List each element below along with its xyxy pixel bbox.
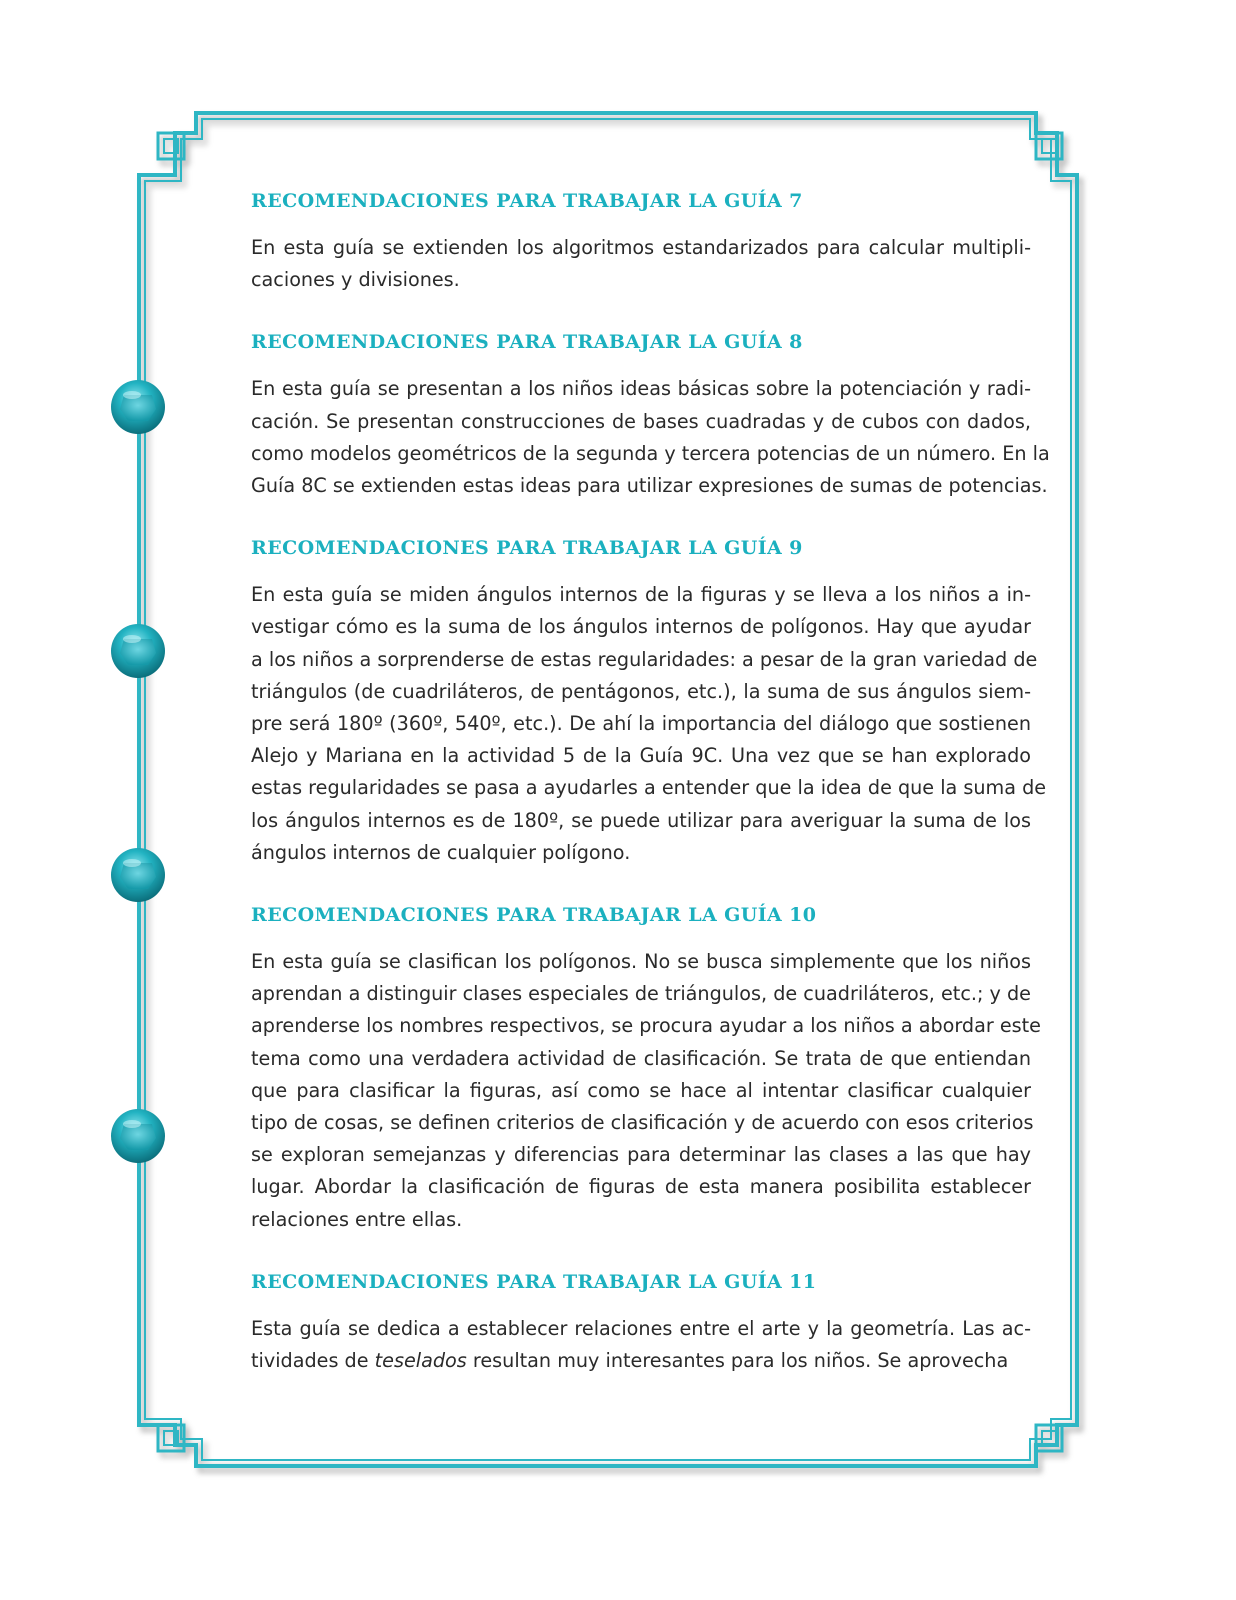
text-line: ángulos internos de cualquier polígono. [251, 840, 631, 864]
text-line: relaciones entre ellas. [251, 1207, 463, 1231]
section-body [251, 946, 1041, 1236]
section-heading: RECOMENDACIONES PARA TRABAJAR LA GUÍA 11 [251, 1270, 817, 1293]
section-guia-9 [251, 533, 1047, 869]
italic-term: teselados [374, 1349, 467, 1373]
text-line: Guía 8C se extienden estas ideas para utilizar expresiones de sumas de potencias. [251, 474, 1048, 498]
section-body [251, 373, 1050, 502]
section-guia-10 [251, 900, 1041, 1236]
section-guia-7 [251, 186, 1031, 296]
section-body [251, 1313, 1031, 1377]
text-line: los ángulos internos es de 180º, se puede utilizar para averiguar la suma de los [251, 808, 1031, 832]
text-line: a los niños a sorprenderse de estas regularidades: a pesar de la gran variedad de [251, 647, 1038, 671]
text-line: tipo de cosas, se definen criterios de clasificación y de acuerdo con esos criterios [251, 1111, 1034, 1135]
text-line: Esta guía se dedica a establecer relaciones entre el arte y la geometría. Las ac- [251, 1316, 1031, 1340]
text-line: se exploran semejanzas y diferencias para determinar las clases a las que hay [251, 1143, 1031, 1167]
section-body [251, 579, 1047, 869]
text-line: caciones y divisiones. [251, 268, 460, 292]
text-line: cación. Se presentan construcciones de bases cuadradas y de cubos con dados, [251, 409, 1031, 433]
text-line: En esta guía se miden ángulos internos de la figuras y se lleva a los niños a in- [251, 583, 1031, 607]
section-heading: RECOMENDACIONES PARA TRABAJAR LA GUÍA 10 [251, 904, 817, 927]
text-line [251, 1345, 1031, 1377]
text-line: En esta guía se extienden los algoritmos estandarizados para calcular multipli- [251, 236, 1031, 259]
section-heading: RECOMENDACIONES PARA TRABAJAR LA GUÍA 8 [251, 331, 803, 354]
section-guia-8 [251, 327, 1050, 502]
text-line: pre será 180º (360º, 540º, etc.). De ahí la importancia del diálogo que sostienen [251, 712, 1031, 736]
text-line: lugar. Abordar la clasificación de figuras de esta manera posibilita establecer [251, 1175, 1031, 1199]
page-content [251, 186, 1050, 1408]
text-line: aprenderse los nombres respectivos, se procura ayudar a los niños a abordar este [251, 1014, 1041, 1038]
bead-1 [111, 380, 165, 434]
section-body [251, 232, 1031, 296]
bead-2 [111, 624, 165, 678]
text-line: Alejo y Mariana en la actividad 5 de la Guía 9C. Una vez que se han explorado [251, 744, 1031, 768]
bead-4 [111, 1109, 165, 1163]
text-line: que para clasificar la figuras, así como se hace al intentar clasificar cualquier [251, 1078, 1031, 1102]
text-segment: resultan muy interesantes para los niños. Se aprovecha [466, 1349, 1009, 1373]
text-line: En esta guía se presentan a los niños ideas básicas sobre la potenciación y radi- [251, 377, 1031, 401]
bead-3 [111, 848, 165, 902]
text-line: triángulos (de cuadriláteros, de pentágonos, etc.), la suma de sus ángulos siem- [251, 679, 1031, 703]
text-line: En esta guía se clasifican los polígonos. No se busca simplemente que los niños [251, 950, 1031, 974]
text-line: vestigar cómo es la suma de los ángulos internos de polígonos. Hay que ayudar [251, 615, 1031, 639]
text-segment: tividades de [251, 1349, 375, 1373]
section-heading: RECOMENDACIONES PARA TRABAJAR LA GUÍA 9 [251, 537, 803, 560]
text-line: aprendan a distinguir clases especiales de triángulos, de cuadriláteros, etc.; y de [251, 982, 1031, 1006]
section-heading: RECOMENDACIONES PARA TRABAJAR LA GUÍA 7 [251, 190, 803, 212]
section-guia-11 [251, 1267, 1031, 1377]
text-line: como modelos geométricos de la segunda y tercera potencias de un número. En la [251, 441, 1050, 465]
text-line: estas regularidades se pasa a ayudarles a entender que la idea de que la suma de [251, 776, 1047, 800]
text-line: tema como una verdadera actividad de clasificación. Se trata de que entiendan [251, 1046, 1031, 1070]
